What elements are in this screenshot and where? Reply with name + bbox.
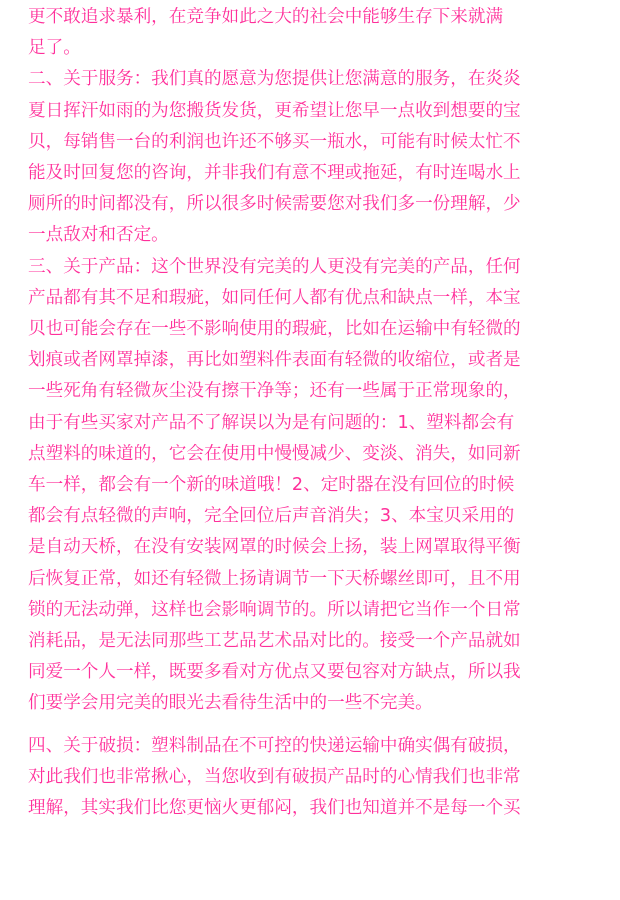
- service-heading-line: 二、关于服务：我们真的愿意为您提供让您满意的服务，在炎炎: [28, 69, 521, 90]
- text-line: 点塑料的味道的，它会在使用中慢慢减少、变淡、消失，如同新: [28, 443, 521, 464]
- text-line: 能及时回复您的咨询，并非我们有意不理或拖延，有时连喝水上: [28, 163, 521, 184]
- product-heading-line: 三、关于产品：这个世界没有完美的人更没有完美的产品，任何: [28, 256, 521, 277]
- text-line: 都会有点轻微的声响，完全回位后声音消失；3、本宝贝采用的: [28, 506, 515, 527]
- text-line: 足了。: [28, 38, 81, 59]
- text-line: 对此我们也非常揪心，当您收到有破损产品时的心情我们也非常: [28, 766, 521, 787]
- service-section: [28, 64, 598, 251]
- text-line: 贝，每销售一台的利润也许还不够买一瓶水，可能有时候太忙不: [28, 131, 521, 152]
- text-line: 产品都有其不足和瑕疵，如同任何人都有优点和缺点一样，本宝: [28, 287, 521, 308]
- text-line: 消耗品，是无法同那些工艺品艺术品对比的。接受一个产品就如: [28, 631, 521, 652]
- intro-paragraph: [28, 2, 598, 64]
- text-line: 贝也可能会存在一些不影响使用的瑕疵，比如在运输中有轻微的: [28, 319, 521, 340]
- text-line: 车一样，都会有一个新的味道哦！2、定时器在没有回位的时候: [28, 475, 515, 496]
- text-line: 厕所的时间都没有，所以很多时候需要您对我们多一份理解，少: [28, 194, 521, 215]
- text-line: 们要学会用完美的眼光去看待生活中的一些不完美。: [28, 693, 433, 714]
- product-section: [28, 252, 598, 720]
- text-line: 划痕或者网罩掉漆，再比如塑料件表面有轻微的收缩位，或者是: [28, 350, 521, 371]
- text-line: 一些死角有轻微灰尘没有擦干净等；还有一些属于正常现象的，: [28, 381, 521, 402]
- text-line: 锁的无法动弹，这样也会影响调节的。所以请把它当作一个日常: [28, 599, 521, 620]
- text-line: 夏日挥汗如雨的为您搬货发货，更希望让您早一点收到想要的宝: [28, 100, 521, 121]
- text-line: 更不敢追求暴利，在竞争如此之大的社会中能够生存下来就满: [28, 7, 504, 27]
- text-line: 同爱一个人一样，既要多看对方优点又要包容对方缺点，所以我: [28, 662, 521, 683]
- damage-heading-line: 四、关于破损：塑料制品在不可控的快递运输中确实偶有破损，: [28, 735, 521, 756]
- damage-section: [28, 731, 598, 825]
- text-line: 是自动天桥，在没有安装网罩的时候会上扬，装上网罩取得平衡: [28, 537, 521, 558]
- text-line: 由于有些买家对产品不了解误以为是有问题的：1、塑料都会有: [28, 412, 515, 433]
- text-line: 一点敌对和否定。: [28, 225, 169, 246]
- text-line: 后恢复正常，如还有轻微上扬请调节一下天桥螺丝即可，且不用: [28, 568, 521, 589]
- text-line: 理解，其实我们比您更恼火更郁闷，我们也知道并不是每一个买: [28, 798, 521, 819]
